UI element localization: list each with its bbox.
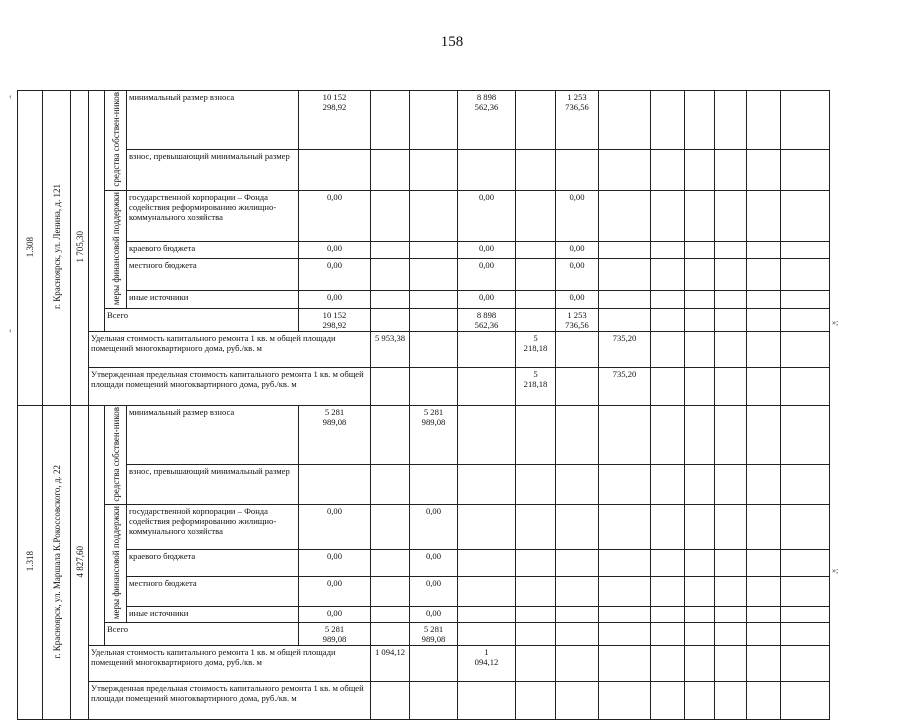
value-cell [516,291,556,308]
value-cell: 0,00 [299,550,371,577]
empty-cell [715,241,747,258]
empty-cell [715,259,747,291]
empty-cell [651,190,685,241]
empty-cell [685,367,715,405]
empty-cell [599,405,651,464]
value-cell [458,505,516,550]
value-cell: 735,20 [599,331,651,367]
value-cell [556,550,599,577]
value-cell [556,331,599,367]
value-cell: 10 152 298,92 [299,91,371,150]
table-row [18,190,830,241]
empty-cell [747,646,781,682]
row-label: иные источники [127,607,299,623]
table-row [18,682,830,720]
object-number [18,91,43,406]
empty-cell [781,259,830,291]
empty-cell [685,682,715,720]
empty-cell [781,291,830,308]
empty-cell [781,464,830,505]
value-cell [516,464,556,505]
value-cell [516,405,556,464]
value-cell [371,259,410,291]
empty-cell [715,646,747,682]
value-cell [556,505,599,550]
blank-cell [89,91,105,332]
empty-cell [685,241,715,258]
value-cell [556,405,599,464]
empty-cell [651,308,685,331]
empty-cell [651,464,685,505]
value-cell: 5 281 989,08 [410,623,458,646]
empty-cell [781,623,830,646]
value-cell [516,308,556,331]
object-address [43,405,71,720]
table-row [18,623,830,646]
value-cell: 5 281 989,08 [299,405,371,464]
group-financial-support [105,505,127,623]
object-area [71,405,89,720]
group-financial-support-text: меры финансовой поддержки [110,191,121,305]
value-cell [371,623,410,646]
value-cell: 1 253 736,56 [556,308,599,331]
value-cell [556,646,599,682]
row-label: местного бюджета [127,577,299,607]
value-cell [371,308,410,331]
empty-cell [747,91,781,150]
value-cell [556,682,599,720]
row-label: Удельная стоимость капитального ремонта 1 кв. м общей площади помещений многоквартирного дома, руб./кв. м [89,331,371,367]
value-cell [410,291,458,308]
value-cell [299,150,371,191]
empty-cell [685,91,715,150]
value-cell [458,550,516,577]
row-label: минимальный размер взноса [127,91,299,150]
value-cell [371,150,410,191]
table-row [18,550,830,577]
value-cell [458,331,516,367]
empty-cell [651,682,685,720]
empty-cell [781,607,830,623]
empty-cell [651,405,685,464]
empty-cell [599,150,651,191]
object-address-text: г. Красноярск, ул. Маршала К.Рокоссовского, д. 22 [51,464,62,659]
empty-cell [651,241,685,258]
table-row [18,150,830,191]
table-row [18,331,830,367]
value-cell [299,464,371,505]
value-cell [371,577,410,607]
empty-cell [747,331,781,367]
empty-cell [747,405,781,464]
row-label: краевого бюджета [127,241,299,258]
table-row [18,607,830,623]
value-cell [556,577,599,607]
empty-cell [781,91,830,150]
value-cell [556,464,599,505]
empty-cell [599,91,651,150]
empty-cell [781,550,830,577]
empty-cell [651,550,685,577]
row-label: государственной корпорации – Фонда содействия реформированию жилищно-коммунального хозяйства [127,190,299,241]
empty-cell [651,150,685,191]
group-owner-funds [105,91,127,191]
row-label: местного бюджета [127,259,299,291]
table-row [18,577,830,607]
value-cell [410,367,458,405]
value-cell [371,505,410,550]
group-financial-support-text: меры финансовой поддержки [110,506,121,620]
value-cell: 0,00 [299,607,371,623]
value-cell: 0,00 [556,241,599,258]
empty-cell [715,577,747,607]
value-cell [410,682,458,720]
blank-cell [89,405,105,646]
value-cell [458,367,516,405]
value-cell [458,607,516,623]
value-cell [516,607,556,623]
value-cell [556,150,599,191]
empty-cell [747,577,781,607]
table-row [18,308,830,331]
value-cell: 0,00 [410,505,458,550]
value-cell [458,577,516,607]
value-cell: 0,00 [556,190,599,241]
empty-cell [781,577,830,607]
value-cell [410,308,458,331]
value-cell: 0,00 [299,291,371,308]
empty-cell [715,464,747,505]
table-row [18,464,830,505]
value-cell [371,607,410,623]
value-cell: 5 281 989,08 [299,623,371,646]
row-label: Удельная стоимость капитального ремонта 1 кв. м общей площади помещений многоквартирного дома, руб./кв. м [89,646,371,682]
empty-cell [651,505,685,550]
empty-cell [685,331,715,367]
value-cell [516,190,556,241]
empty-cell [747,682,781,720]
group-owner-funds [105,405,127,505]
value-cell [458,150,516,191]
value-cell [371,550,410,577]
empty-cell [747,241,781,258]
empty-cell [781,308,830,331]
empty-cell [651,91,685,150]
empty-cell [685,607,715,623]
value-cell: 10 152 298,92 [299,308,371,331]
value-cell [371,241,410,258]
empty-cell [747,259,781,291]
empty-cell [685,190,715,241]
empty-cell [781,505,830,550]
empty-cell [747,464,781,505]
empty-cell [651,367,685,405]
empty-cell [651,331,685,367]
value-cell: 0,00 [299,190,371,241]
value-cell [516,150,556,191]
empty-cell [715,331,747,367]
table-row [18,505,830,550]
value-cell [410,241,458,258]
empty-cell [781,190,830,241]
value-cell [371,367,410,405]
empty-cell [685,550,715,577]
empty-cell [599,577,651,607]
empty-cell [651,607,685,623]
group-owner-funds-text: средства собствен-ников [110,92,121,187]
empty-cell [599,607,651,623]
object-area-text: 1 705,30 [74,231,85,263]
empty-cell [685,291,715,308]
empty-cell [599,241,651,258]
value-cell: 0,00 [299,259,371,291]
empty-cell [715,405,747,464]
value-cell [516,505,556,550]
value-cell: 5 218,18 [516,331,556,367]
empty-cell [747,623,781,646]
value-cell: 0,00 [458,291,516,308]
empty-cell [781,367,830,405]
left-margin-mark: ‹ [9,326,12,335]
right-margin-mark: »; [832,318,839,327]
value-cell [371,291,410,308]
value-cell [556,367,599,405]
value-cell: 1 094,12 [458,646,516,682]
empty-cell [715,367,747,405]
value-cell [516,623,556,646]
value-cell: 0,00 [299,241,371,258]
empty-cell [651,577,685,607]
empty-cell [747,308,781,331]
empty-cell [599,190,651,241]
value-cell [516,91,556,150]
value-cell: 0,00 [410,577,458,607]
empty-cell [651,259,685,291]
value-cell [516,550,556,577]
empty-cell [685,308,715,331]
value-cell [371,190,410,241]
value-cell [410,259,458,291]
object-number-text: 1.318 [25,551,35,572]
value-cell [516,646,556,682]
object-area [71,91,89,406]
value-cell: 0,00 [458,241,516,258]
value-cell [599,682,651,720]
value-cell [371,405,410,464]
table-row [18,259,830,291]
empty-cell [781,405,830,464]
table-row [18,405,830,464]
empty-cell [715,607,747,623]
empty-cell [599,464,651,505]
empty-cell [651,646,685,682]
value-cell [371,464,410,505]
value-cell: 5 218,18 [516,367,556,405]
value-cell [410,464,458,505]
empty-cell [781,682,830,720]
value-cell: 0,00 [299,577,371,607]
row-label: краевого бюджета [127,550,299,577]
table-row [18,91,830,150]
empty-cell [747,190,781,241]
value-cell: 0,00 [410,550,458,577]
value-cell [410,190,458,241]
empty-cell [685,464,715,505]
object-number-text: 1.308 [25,236,35,257]
value-cell [410,646,458,682]
empty-cell [651,291,685,308]
group-owner-funds-text: средства собствен-ников [110,406,121,502]
value-cell [516,259,556,291]
empty-cell [781,241,830,258]
value-cell [556,623,599,646]
value-cell [458,405,516,464]
group-financial-support [105,190,127,308]
value-cell [371,682,410,720]
empty-cell [781,150,830,191]
page-number: 158 [440,34,464,50]
empty-cell [599,623,651,646]
value-cell: 8 898 562,36 [458,308,516,331]
value-cell [458,464,516,505]
value-cell [410,91,458,150]
empty-cell [715,623,747,646]
empty-cell [715,308,747,331]
empty-cell [685,646,715,682]
value-cell [371,91,410,150]
empty-cell [715,682,747,720]
value-cell: 0,00 [458,190,516,241]
empty-cell [715,91,747,150]
row-label: взнос, превышающий минимальный размер [127,150,299,191]
table-body [18,91,830,720]
row-label: Утвержденная предельная стоимость капитального ремонта 1 кв. м общей площади помещений многоквартирного дома, руб./кв. м [89,682,371,720]
value-cell [556,607,599,623]
row-label: Всего [105,623,299,646]
empty-cell [715,505,747,550]
value-cell: 1 253 736,56 [556,91,599,150]
left-margin-mark: ‹ [9,92,12,101]
empty-cell [715,550,747,577]
value-cell [599,646,651,682]
value-cell [458,623,516,646]
value-cell [516,682,556,720]
value-cell: 0,00 [556,291,599,308]
value-cell: 1 094,12 [371,646,410,682]
object-address-text: г. Красноярск, ул. Ленина, д. 121 [51,184,62,310]
empty-cell [599,291,651,308]
value-cell [410,331,458,367]
value-cell: 735,20 [599,367,651,405]
empty-cell [747,150,781,191]
object-number [18,405,43,720]
row-label: минимальный размер взноса [127,405,299,464]
empty-cell [685,259,715,291]
table-row [18,646,830,682]
table-row [18,241,830,258]
empty-cell [685,623,715,646]
empty-cell [715,150,747,191]
empty-cell [599,259,651,291]
value-cell: 8 898 562,36 [458,91,516,150]
table-row [18,367,830,405]
value-cell [458,682,516,720]
empty-cell [685,405,715,464]
value-cell: 0,00 [556,259,599,291]
empty-cell [715,291,747,308]
value-cell: 0,00 [410,607,458,623]
empty-cell [715,190,747,241]
row-label: государственной корпорации – Фонда содействия реформированию жилищно-коммунального хозяйства [127,505,299,550]
value-cell [516,241,556,258]
empty-cell [747,505,781,550]
table-row [18,291,830,308]
empty-cell [747,550,781,577]
object-area-text: 4 827,60 [74,545,85,578]
empty-cell [685,505,715,550]
object-address [43,91,71,406]
empty-cell [781,646,830,682]
row-label: иные источники [127,291,299,308]
row-label: Всего [105,308,299,331]
empty-cell [747,291,781,308]
row-label: взнос, превышающий минимальный размер [127,464,299,505]
repair-cost-table [17,90,830,720]
empty-cell [599,550,651,577]
empty-cell [685,577,715,607]
empty-cell [599,308,651,331]
value-cell [516,577,556,607]
value-cell: 5 281 989,08 [410,405,458,464]
value-cell: 0,00 [458,259,516,291]
empty-cell [747,607,781,623]
value-cell: 0,00 [299,505,371,550]
row-label: Утвержденная предельная стоимость капитального ремонта 1 кв. м общей площади помещений многоквартирного дома, руб./кв. м [89,367,371,405]
value-cell: 5 953,38 [371,331,410,367]
empty-cell [651,623,685,646]
value-cell [410,150,458,191]
right-margin-mark: »; [832,566,839,575]
empty-cell [685,150,715,191]
empty-cell [747,367,781,405]
empty-cell [599,505,651,550]
empty-cell [781,331,830,367]
